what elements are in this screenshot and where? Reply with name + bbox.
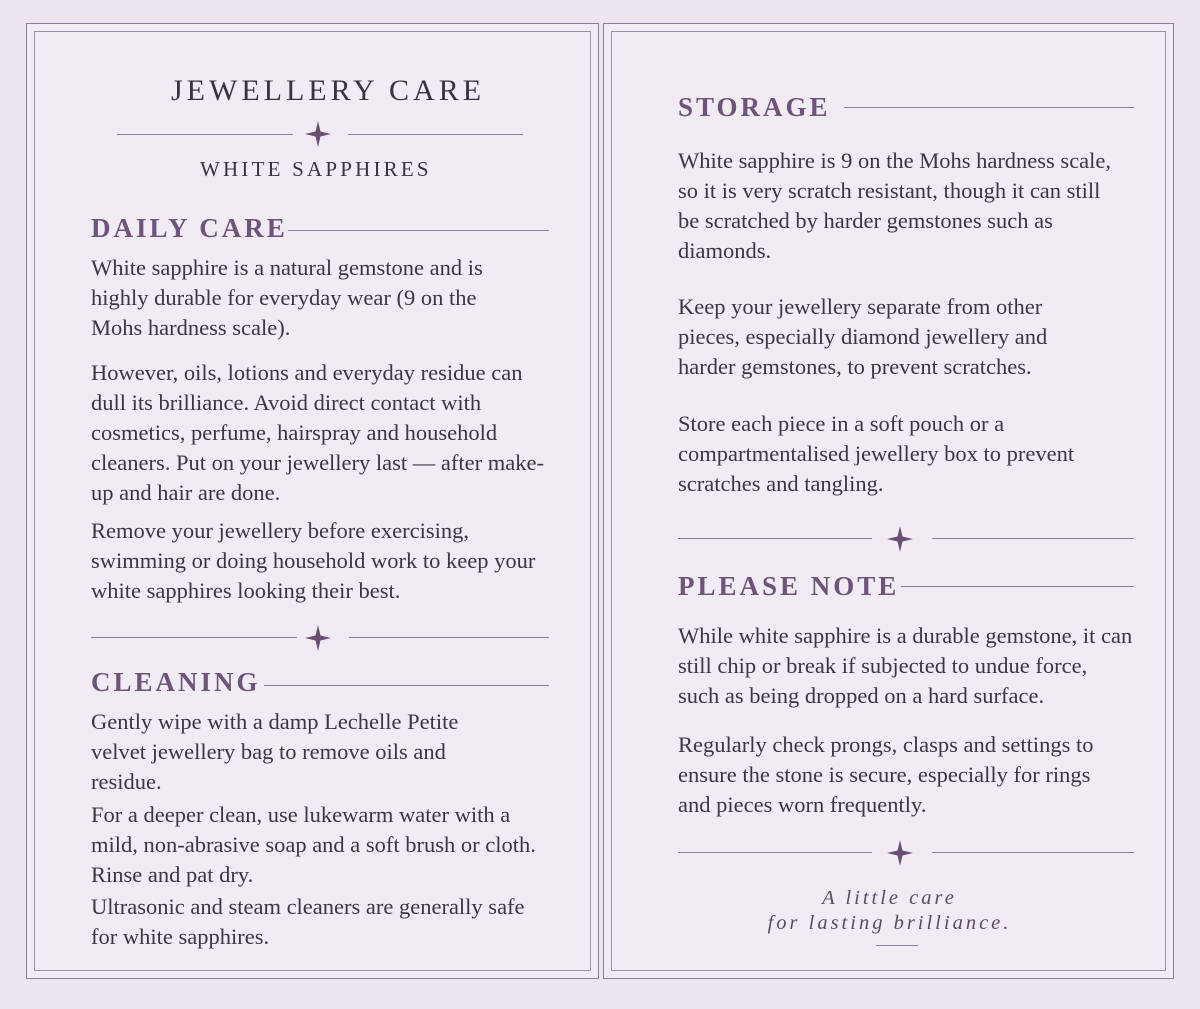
left-card (26, 23, 599, 979)
title-divider-right (348, 134, 523, 135)
right-card (603, 23, 1174, 979)
title-divider-left (117, 134, 293, 135)
section-divider-left (678, 852, 872, 853)
cleaning-paragraph-3: Ultrasonic and steam cleaners are generally safe for white sapphires. (91, 894, 525, 949)
closing-line-1: A little care (822, 887, 957, 909)
section-heading-please-note: PLEASE NOTE (678, 571, 900, 601)
cleaning-paragraph-1: Gently wipe with a damp Lechelle Petite velvet jewellery bag to remove oils and residue. (91, 709, 459, 794)
section-heading-daily-care: DAILY CARE (91, 213, 288, 243)
section-divider-right (349, 637, 549, 638)
four-point-star-icon (887, 526, 913, 552)
heading-rule (844, 107, 1134, 108)
storage-paragraph-2: Keep your jewellery separate from other pieces, especially diamond jewellery and harder gemstones, to prevent scratches. (678, 294, 1048, 379)
please-note-paragraph-1: While white sapphire is a durable gemstone, it can still chip or break if subjected to undue force, such as being dropped on a hard surface. (678, 623, 1133, 708)
section-divider-right (932, 538, 1134, 539)
closing-line-2: for lasting brilliance. (767, 912, 1012, 934)
please-note-paragraph-2: Regularly check prongs, clasps and settings to ensure the stone is secure, especially for rings and pieces worn frequently. (678, 732, 1094, 817)
daily-care-paragraph-2: However, oils, lotions and everyday residue can dull its brilliance. Avoid direct contact with cosmetics, perfume, hairspray and household cleaners. Put on your jewellery last — after make-up and hair are done. (91, 360, 544, 505)
four-point-star-icon (305, 625, 331, 651)
storage-paragraph-1: White sapphire is 9 on the Mohs hardness scale, so it is very scratch resistant, though it can still be scratched by harder gemstones such as diamonds. (678, 148, 1112, 263)
storage-paragraph-3: Store each piece in a soft pouch or a compartmentalised jewellery box to prevent scratches and tangling. (678, 411, 1075, 496)
daily-care-paragraph-1: White sapphire is a natural gemstone and is highly durable for everyday wear (9 on the Mohs hardness scale). (91, 255, 483, 340)
section-heading-storage: STORAGE (678, 92, 831, 122)
section-divider-left (91, 637, 297, 638)
closing-underline (876, 945, 918, 946)
heading-rule (264, 685, 549, 686)
section-divider-right (932, 852, 1134, 853)
daily-care-paragraph-3: Remove your jewellery before exercising, swimming or doing household work to keep your white sapphires looking their best. (91, 518, 536, 603)
section-heading-cleaning: CLEANING (91, 667, 261, 697)
heading-rule (288, 230, 549, 231)
four-point-star-icon (305, 121, 331, 147)
cleaning-paragraph-2: For a deeper clean, use lukewarm water with a mild, non-abrasive soap and a soft brush or cloth. Rinse and pat dry. (91, 802, 536, 887)
section-divider-left (678, 538, 872, 539)
page-subtitle: WHITE SAPPHIRES (200, 157, 432, 181)
page-title: JEWELLERY CARE (171, 74, 486, 107)
four-point-star-icon (887, 840, 913, 866)
heading-rule (901, 586, 1134, 587)
